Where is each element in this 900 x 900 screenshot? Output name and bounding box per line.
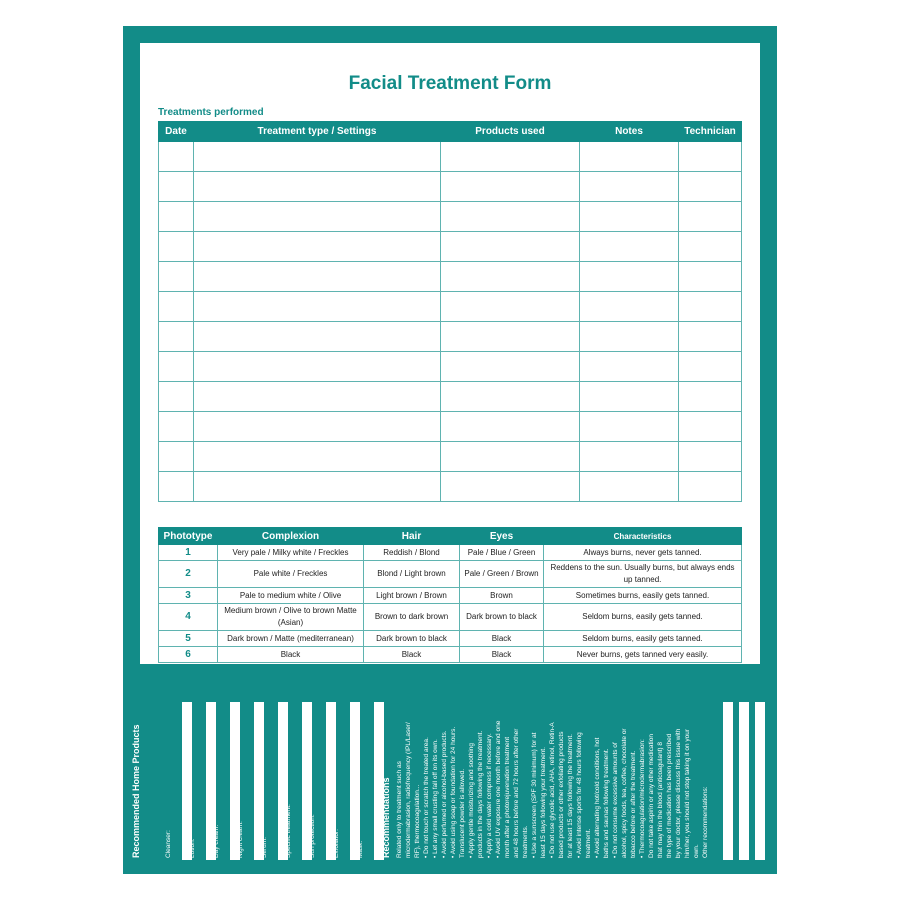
recommendation-line: Related only to treatment such as [396, 761, 403, 858]
home-product-label: Sun protection: [309, 814, 316, 858]
entry-cell[interactable] [159, 322, 194, 352]
treatments-table [158, 121, 742, 502]
date-header: Date [159, 122, 194, 142]
hair-header: Hair [364, 528, 460, 545]
entry-cell[interactable] [580, 412, 679, 442]
table-row [159, 232, 742, 262]
complexion-cell: Black [218, 647, 364, 663]
table-row [159, 172, 742, 202]
entry-cell[interactable] [679, 292, 742, 322]
entry-cell[interactable] [679, 172, 742, 202]
recommendation-line: and 48 hours before and 72 hours after other [513, 728, 520, 858]
table-row [159, 472, 742, 502]
entry-cell[interactable] [159, 352, 194, 382]
entry-cell[interactable] [159, 472, 194, 502]
eyes-cell: Black [460, 647, 544, 663]
entry-cell[interactable] [580, 292, 679, 322]
entry-cell[interactable] [194, 472, 441, 502]
recommendation-line: RF), thermocoagulation... [414, 784, 421, 858]
entry-cell[interactable] [441, 262, 580, 292]
home-product-label: Specific treatment: [285, 804, 292, 858]
recommendation-line: baths and saunas following treatment. [603, 748, 610, 858]
recommendation-line: products in the days following the treatment. [477, 730, 484, 858]
table-row [159, 262, 742, 292]
recommendation-line: • Do not consume excessive amounts of [612, 742, 619, 858]
entry-cell[interactable] [679, 232, 742, 262]
write-in-field[interactable] [755, 702, 765, 860]
eyes-cell: Pale / Green / Brown [460, 561, 544, 588]
recommendation-line: treatment. [585, 828, 592, 858]
recommendation-line: • Avoid alternating hot/cold conditions, hot [594, 737, 601, 858]
phototype-row [159, 647, 742, 663]
phototype-number: 4 [159, 604, 218, 631]
phototype-row [159, 631, 742, 647]
characteristics-header: Characteristics [544, 528, 742, 545]
entry-cell[interactable] [580, 262, 679, 292]
entry-cell[interactable] [159, 262, 194, 292]
phototype-number: 5 [159, 631, 218, 647]
recommendation-line: month after a photorejuvenation treatment [504, 736, 511, 858]
entry-cell[interactable] [194, 232, 441, 262]
entry-cell[interactable] [580, 172, 679, 202]
recommendation-line: by your doctor, please discuss this issue with [675, 728, 682, 858]
recommendation-line: • Apply a cold water compress if necessary. [486, 733, 493, 858]
entry-cell[interactable] [580, 442, 679, 472]
characteristics-cell: Seldom burns, easily gets tanned. [544, 604, 742, 631]
recommendation-line: • Avoid UV exposure one month before and one [495, 720, 502, 858]
recommendation-line: Translucent powder is allowed. [459, 769, 466, 858]
table-row [159, 412, 742, 442]
recommendation-line: own. [693, 844, 700, 858]
entry-cell[interactable] [194, 142, 441, 172]
entry-cell[interactable] [159, 142, 194, 172]
recommendation-line: least 15 days following your treatment. [540, 747, 547, 858]
recommendation-line: tobacco before or after the treatment. [630, 750, 637, 858]
home-product-label: Lotion: [189, 838, 196, 858]
entry-cell[interactable] [441, 292, 580, 322]
table-row [159, 382, 742, 412]
notes-header: Notes [580, 122, 679, 142]
recommendation-line: alcohol, spicy foods, tea, coffee, chocolate or [621, 728, 628, 858]
entry-cell[interactable] [159, 172, 194, 202]
recommendation-line: • Let any small crusting fall off on its own. [432, 739, 439, 858]
table-row [159, 142, 742, 172]
entry-cell[interactable] [159, 232, 194, 262]
technician-header: Technician [679, 122, 742, 142]
entry-cell[interactable] [441, 412, 580, 442]
recommendation-line: for at least 15 days following the treatment. [567, 734, 574, 858]
recommendation-line: the type of medication has been prescribed [666, 733, 673, 858]
eyes-header: Eyes [460, 528, 544, 545]
recommendation-line: • Do not use glycolic acid, AHA, retinol, Retin-A [549, 722, 556, 858]
characteristics-cell: Seldom burns, easily gets tanned. [544, 631, 742, 647]
form-panel [140, 43, 760, 664]
eyes-cell: Brown [460, 588, 544, 604]
entry-cell[interactable] [159, 292, 194, 322]
entry-cell[interactable] [580, 142, 679, 172]
page-title: Facial Treatment Form [348, 73, 552, 94]
entry-cell[interactable] [679, 352, 742, 382]
table-row [159, 442, 742, 472]
complexion-cell: Dark brown / Matte (mediterranean) [218, 631, 364, 647]
entry-cell[interactable] [441, 142, 580, 172]
recommendations-title: Recommendations [381, 777, 391, 858]
entry-cell[interactable] [159, 442, 194, 472]
home-product-label: Exfoliator: [333, 829, 340, 858]
treatment-type-header: Treatment type / Settings [194, 122, 441, 142]
entry-cell[interactable] [159, 382, 194, 412]
eyes-cell: Dark brown to black [460, 604, 544, 631]
recommendation-line: him/her, you should not stop taking it on your [684, 729, 691, 858]
entry-cell[interactable] [194, 172, 441, 202]
hair-cell: Reddish / Blond [364, 545, 460, 561]
entry-cell[interactable] [194, 352, 441, 382]
entry-cell[interactable] [194, 382, 441, 412]
phototype-header: Phototype [159, 528, 218, 545]
write-in-field[interactable] [182, 702, 192, 860]
table-row [159, 322, 742, 352]
recommendation-line: • Apply gentle moisturizing and soothing [468, 742, 475, 858]
recommendation-line: based products or other exfoliating products [558, 731, 565, 858]
entry-cell[interactable] [679, 382, 742, 412]
entry-cell[interactable] [679, 442, 742, 472]
entry-cell[interactable] [580, 232, 679, 262]
hair-cell: Light brown / Brown [364, 588, 460, 604]
recommendation-line: that may thin the blood (anticoagulant) 8 [657, 742, 664, 858]
phototype-row [159, 545, 742, 561]
entry-cell[interactable] [194, 292, 441, 322]
write-in-field[interactable] [739, 702, 749, 860]
table-row [159, 352, 742, 382]
home-product-label: Day cream: [213, 824, 220, 858]
entry-cell[interactable] [194, 442, 441, 472]
home-products-title: Recommended Home Products [131, 724, 141, 858]
entry-cell[interactable] [441, 232, 580, 262]
entry-cell[interactable] [441, 172, 580, 202]
recommendation-line: • Avoid perfumed or alcohol-based products. [441, 730, 448, 858]
treatments-label: Treatments performed [158, 107, 264, 118]
complexion-cell: Pale white / Freckles [218, 561, 364, 588]
entry-cell[interactable] [441, 352, 580, 382]
recommendation-line: treatments. [522, 825, 529, 858]
complexion-cell: Pale to medium white / Olive [218, 588, 364, 604]
recommendation-line: microdermabrasion, radiofrequency (IPL/Laser/ [405, 722, 412, 858]
hair-cell: Brown to dark brown [364, 604, 460, 631]
phototype-number: 3 [159, 588, 218, 604]
entry-cell[interactable] [194, 322, 441, 352]
entry-cell[interactable] [441, 382, 580, 412]
phototype-number: 6 [159, 647, 218, 663]
products-used-header: Products used [441, 122, 580, 142]
entry-cell[interactable] [679, 322, 742, 352]
hair-cell: Blond / Light brown [364, 561, 460, 588]
entry-cell[interactable] [580, 322, 679, 352]
recommendation-line: Do not take aspirin or any other medication [648, 734, 655, 858]
table-row [159, 292, 742, 322]
entry-cell[interactable] [194, 262, 441, 292]
entry-cell[interactable] [159, 202, 194, 232]
complexion-cell: Very pale / Milky white / Freckles [218, 545, 364, 561]
entry-cell[interactable] [580, 382, 679, 412]
recommendations-area [123, 676, 777, 874]
write-in-field[interactable] [723, 702, 733, 860]
hair-cell: Dark brown to black [364, 631, 460, 647]
recommendation-line: • Use a sunscreen (SPF 30 minimum) for at [531, 732, 538, 858]
eyes-cell: Black [460, 631, 544, 647]
entry-cell[interactable] [194, 412, 441, 442]
home-product-label: Mask: [357, 840, 364, 858]
phototype-row [159, 588, 742, 604]
entry-cell[interactable] [679, 202, 742, 232]
home-product-label: Night cream: [237, 821, 244, 858]
entry-cell[interactable] [580, 352, 679, 382]
hair-cell: Black [364, 647, 460, 663]
entry-cell[interactable] [159, 412, 194, 442]
phototype-row [159, 604, 742, 631]
form-sheet [123, 26, 777, 874]
phototype-table [158, 527, 742, 663]
entry-cell[interactable] [441, 472, 580, 502]
recommendation-line: • Avoid using soap or foundation for 24 hours. [450, 726, 457, 858]
write-in-field[interactable] [350, 702, 360, 860]
recommendation-line: • Avoid intense sports for 48 hours following [576, 732, 583, 858]
recommendation-line: Other recommendations: [702, 786, 709, 858]
eyes-cell: Pale / Blue / Green [460, 545, 544, 561]
entry-cell[interactable] [679, 262, 742, 292]
characteristics-cell: Always burns, never gets tanned. [544, 545, 742, 561]
entry-cell[interactable] [441, 442, 580, 472]
entry-cell[interactable] [679, 472, 742, 502]
entry-cell[interactable] [580, 202, 679, 232]
home-product-label: Cleanser: [165, 830, 172, 858]
complexion-header: Complexion [218, 528, 364, 545]
recommendation-line: • Thermocoagulation/microdermabrasion: [639, 739, 646, 858]
entry-cell[interactable] [580, 472, 679, 502]
entry-cell[interactable] [679, 142, 742, 172]
phototype-number: 2 [159, 561, 218, 588]
entry-cell[interactable] [679, 412, 742, 442]
entry-cell[interactable] [441, 202, 580, 232]
characteristics-cell: Sometimes burns, easily gets tanned. [544, 588, 742, 604]
phototype-row [159, 561, 742, 588]
characteristics-cell: Never burns, gets tanned very easily. [544, 647, 742, 663]
home-product-label: Serum: [261, 837, 268, 858]
table-row [159, 202, 742, 232]
complexion-cell: Medium brown / Olive to brown Matte (Asian) [218, 604, 364, 631]
entry-cell[interactable] [194, 202, 441, 232]
recommendation-line: • Do not touch or scratch the treated area. [423, 737, 430, 858]
phototype-number: 1 [159, 545, 218, 561]
entry-cell[interactable] [441, 322, 580, 352]
characteristics-cell: Reddens to the sun. Usually burns, but always ends up tanned. [544, 561, 742, 588]
